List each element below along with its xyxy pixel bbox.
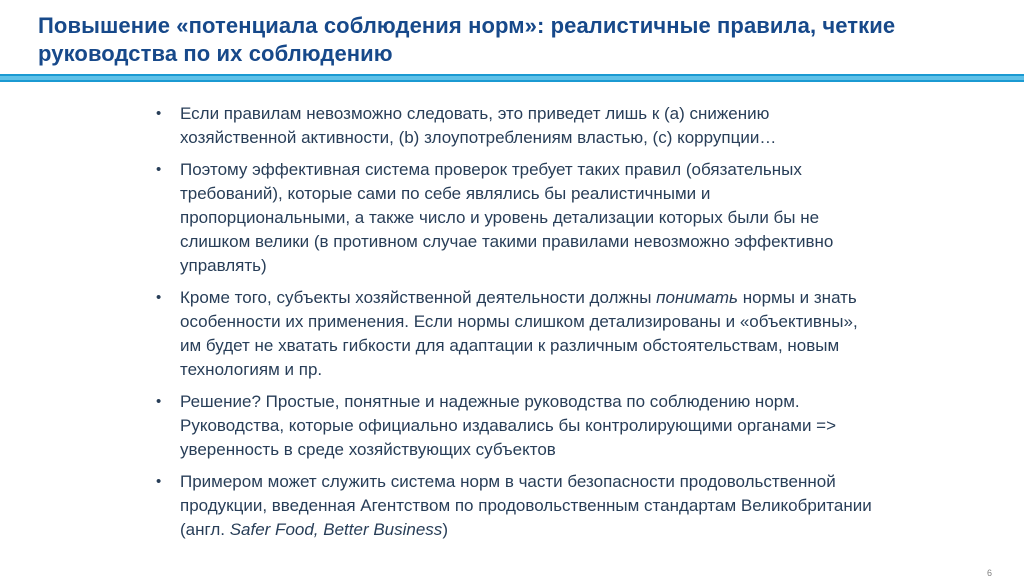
bullet-text-segment: Решение? Простые, понятные и надежные руководства по соблюдению норм. Руководства, которые официально издавались бы контролирующими органами => уверенность в среде хозяйствующих субъектов xyxy=(180,392,837,459)
bullet-text xyxy=(180,286,880,382)
bullet-text xyxy=(180,158,880,278)
bullet-text-segment: Если правилам невозможно следовать, это приведет лишь к (a) снижению хозяйственной активности, (b) злоупотреблениям властью, (c) коррупции… xyxy=(180,104,777,147)
bullet-item xyxy=(150,390,880,462)
bullet-text-segment: Примером может служить система норм в части безопасности продовольственной продукции, введенная Агентством по продовольственным стандартам Великобритании (англ. xyxy=(180,472,872,539)
bullet-marker: • xyxy=(156,105,162,122)
bullet-text xyxy=(180,390,880,462)
bullet-marker: • xyxy=(156,473,162,490)
bullet-text xyxy=(180,102,880,150)
bullet-text-segment: Кроме того, субъекты хозяйственной деятельности должны xyxy=(180,288,657,307)
bullet-item xyxy=(150,286,880,382)
title-divider-line xyxy=(0,74,1024,82)
bullet-item xyxy=(150,158,880,278)
bullet-item xyxy=(150,470,880,542)
bullet-text-segment: Поэтому эффективная система проверок требует таких правил (обязательных требований), которые сами по себе являлись бы реалистичными и пропорциональными, а также число и уровень детализации которых были бы не слишком велики (в противном случае такими правилами невозможно эффективно управлять) xyxy=(180,160,834,275)
page-number: 6 xyxy=(986,568,992,578)
slide-title: Повышение «потенциала соблюдения норм»: реалистичные правила, четкие руководства по их соблюдению xyxy=(38,13,896,66)
bullet-text-segment-italic: понимать xyxy=(656,288,739,307)
bullet-marker: • xyxy=(156,393,162,410)
bullet-text-segment-italic: Safer Food, Better Business xyxy=(229,520,443,539)
bullet-list xyxy=(150,102,880,542)
bullet-item xyxy=(150,102,880,150)
bullet-marker: • xyxy=(156,161,162,178)
bullet-text-segment: нормы и знать особенности их применения. Если нормы слишком детализированы и «объективны», им будет не хватать гибкости для адаптации к различным обстоятельствам, новым технологиям и пр. xyxy=(180,288,858,379)
bullet-text-segment: ) xyxy=(442,520,448,539)
bullet-text xyxy=(180,470,880,542)
bullet-marker: • xyxy=(156,289,162,306)
presentation-slide xyxy=(0,12,1024,586)
